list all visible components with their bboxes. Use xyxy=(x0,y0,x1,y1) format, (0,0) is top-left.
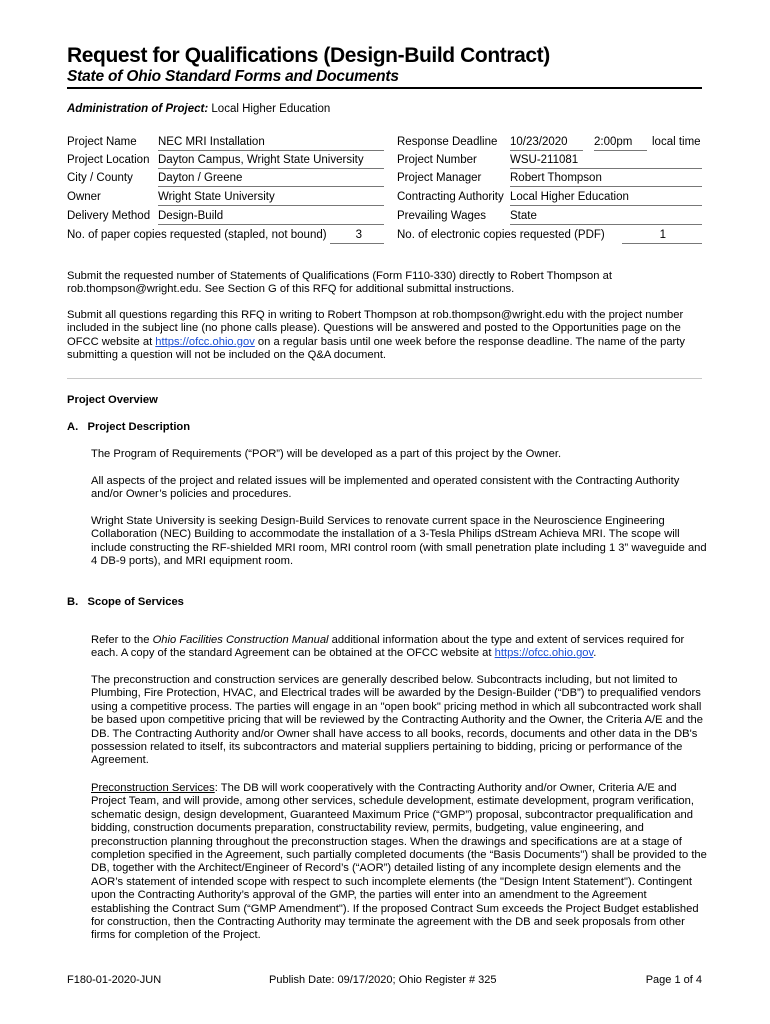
electronic-copies-field[interactable] xyxy=(622,229,702,244)
paper-copies-value: 3 xyxy=(355,229,362,241)
delivery-method-field[interactable]: Design-Build xyxy=(158,210,384,225)
scope-p1 xyxy=(91,634,707,661)
contracting-authority-field[interactable]: Local Higher Education xyxy=(510,191,702,206)
ofcc-agreement-link[interactable]: https://ofcc.ohio.gov xyxy=(494,647,594,660)
project-location-label: Project Location xyxy=(67,154,150,166)
prevailing-wages-field[interactable]: State xyxy=(510,210,702,225)
prevailing-wages-label: Prevailing Wages xyxy=(397,210,487,222)
document-title: Request for Qualifications (Design-Build Contract) xyxy=(67,44,550,67)
footer-page-number: Page 1 of 4 xyxy=(645,974,702,986)
city-county-label: City / County xyxy=(67,172,133,184)
scope-p1-end: . xyxy=(593,647,597,660)
project-description-p3: Wright State University is seeking Design-Build Services to renovate current space in the Neuroscience Engineering Collaboration (NEC) Building to accommodate the installation of a 3-Tesla Philips dStream Achieva MRI. The scope will include constructing the RF-shielded MRI room, MRI control room (with small penetration plate including 1 3” waveguide and 4 DB-9 ports), and MRI equipment room. xyxy=(91,515,707,568)
paper-copies-label: No. of paper copies requested (stapled, not bound) xyxy=(67,229,327,241)
section-divider xyxy=(67,378,702,379)
contracting-authority-label: Contracting Authority xyxy=(397,191,504,203)
preconstruction-services-text: : The DB will work cooperatively with the Contracting Authority and/or Owner, Criteria A/E and Project Team, and will provide, among other services, schedule development, estimate development, program verification, schematic design, design development, Guaranteed Maximum Price (“GMP”) proposal, subcontractor prequalification and bidding, construction documents preparation, constructability review, permits, budgeting, value engineering, and preconstruction planning throughout the preconstruction stages. When the drawings and specifications are at a stage of completion specified in the Agreement, such partially completed documents (the “Basis Documents") shall be provided to the DB, together with the Architect/Engineer of Record’s (“AOR”) detailed listing of any incomplete design elements and the AOR’s statement of intended scope with respect to such incomplete elements (the "Design Intent Statement"). Contingent upon the Contracting Authority’s approval of the GMP, the parties will enter into an amendment to the Agreement establishing the Contract Sum (“GMP Amendment"). If the proposed Contract Sum exceeds the Project Budget established for construction, then the Contracting Authority may terminate the agreement with the DB and seek proposals from other firms for completion of the Project. xyxy=(91,782,707,942)
scope-p2: The preconstruction and construction services are generally described below. Subcontracts including, but not limited to Plumbing, Fire Protection, HVAC, and Electrical trades will be awarded by the Design-Builder (“DB”) to prequalified vendors using a competitive process. The parties will engage in an "open book" pricing method in which all subcontracted work shall be based upon competitive pricing that will be reviewed by the Contracting Authority and the Owner, the Criteria A/E and the DB. The Contracting Authority and/or Owner shall have access to all books, records, documents and other data in the DB's possession related to itself, its subcontractors and material suppliers pertaining to bidding, pricing or performance of the Agreement. xyxy=(91,674,703,767)
ofcc-website-link[interactable]: https://ofcc.ohio.gov xyxy=(155,335,255,348)
project-location-field[interactable]: Dayton Campus, Wright State University xyxy=(158,154,384,169)
manual-title: Ohio Facilities Construction Manual xyxy=(152,634,329,646)
preconstruction-services-label: Preconstruction Services xyxy=(91,782,215,794)
project-description-p2: All aspects of the project and related issues will be implemented and operated consistent with the Contracting Authority and/or Owner’s policies and procedures. xyxy=(91,475,680,501)
footer-publish-date: Publish Date: 09/17/2020; Ohio Register # 325 xyxy=(269,974,497,986)
administration-line xyxy=(67,103,330,115)
electronic-copies-value: 1 xyxy=(659,229,666,241)
questions-text-end: on a regular basis until one week before the response deadline. The name of the party submitting a question will not be included on the Q&A document. xyxy=(67,335,685,362)
project-manager-label: Project Manager xyxy=(397,172,482,184)
scope-p1-start: Refer to the xyxy=(91,634,153,646)
project-number-label: Project Number xyxy=(397,154,477,166)
response-deadline-label: Response Deadline xyxy=(397,136,498,148)
project-number-field[interactable]: WSU-211081 xyxy=(510,154,702,169)
administration-label: Administration of Project: xyxy=(67,103,209,115)
paper-copies-field[interactable] xyxy=(330,229,384,244)
response-deadline-date-field[interactable]: 10/23/2020 xyxy=(510,136,583,151)
scope-of-services-heading: B. Scope of Services xyxy=(67,596,184,608)
project-manager-field[interactable]: Robert Thompson xyxy=(510,172,702,187)
project-name-label: Project Name xyxy=(67,136,137,148)
title-divider xyxy=(67,87,702,89)
project-description-p1: The Program of Requirements (“POR”) will be developed as a part of this project by the Owner. xyxy=(91,448,562,460)
owner-label: Owner xyxy=(67,191,101,203)
questions-instructions xyxy=(67,309,707,363)
local-time-label: local time xyxy=(652,136,701,148)
project-description-heading: A. Project Description xyxy=(67,421,191,433)
response-deadline-time-field[interactable]: 2:00pm xyxy=(594,136,647,151)
city-county-field[interactable]: Dayton / Greene xyxy=(158,172,384,187)
project-name-field[interactable]: NEC MRI Installation xyxy=(158,136,384,151)
owner-field[interactable]: Wright State University xyxy=(158,191,384,206)
scope-p3 xyxy=(91,782,707,943)
administration-value: Local Higher Education xyxy=(211,103,331,115)
delivery-method-label: Delivery Method xyxy=(67,210,151,222)
submit-instructions: Submit the requested number of Statements of Qualifications (Form F110-330) directly to Robert Thompson at rob.thompson@wright.edu. See Section G of this RFQ for additional submittal instructions. xyxy=(67,270,612,296)
scope-p1-middle: additional information about the type and extent of services required for each. A copy of the standard Agreement can be obtained at the OFCC website at xyxy=(91,634,685,660)
questions-text-start: Submit all questions regarding this RFQ in writing to Robert Thompson at rob.thompson@wright.edu with the project number included in the subject line (no phone calls please). Questions will be answered and posted to the Opportunities page on the OFCC website at xyxy=(67,309,684,348)
electronic-copies-label: No. of electronic copies requested (PDF) xyxy=(397,229,605,241)
document-subtitle: State of Ohio Standard Forms and Documents xyxy=(67,68,399,85)
footer-form-id: F180-01-2020-JUN xyxy=(67,974,162,986)
project-overview-heading: Project Overview xyxy=(67,394,158,406)
